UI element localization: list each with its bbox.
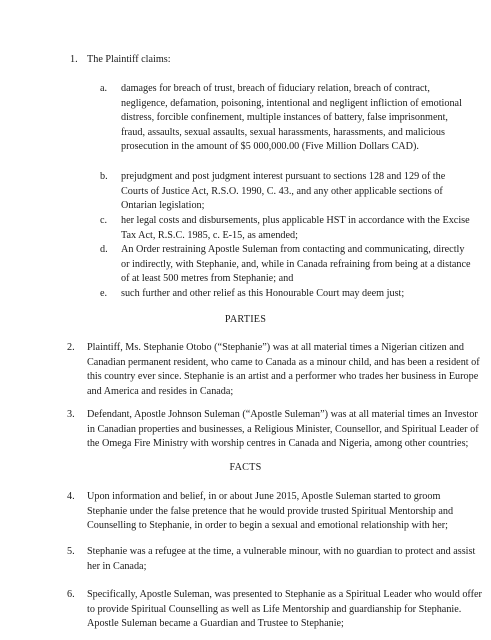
section-heading-parties: PARTIES — [224, 314, 267, 325]
claim-letter: c. — [100, 215, 108, 226]
claim-item: An Order restraining Apostle Suleman from contacting and communicating, directly or indirectly, with Stephanie, and, while in Canada refraining from being at a distance of at least 500 metres from Stephanie; and — [121, 244, 471, 285]
paragraph-number: 4. — [67, 491, 75, 502]
claim-item: her legal costs and disbursements, plus applicable HST in accordance with the Excise Tax Act, R.S.C. 1985, c. E-15, as amended; — [121, 215, 470, 241]
paragraph-number: 6. — [67, 589, 75, 600]
paragraph-parties-defendant: Defendant, Apostle Johnson Suleman (“Apostle Suleman”) was at all material times an Investor in Canadian properties and businesses, a Religious Minister, Counsellor, and Spiritual Leader of the Omega Fire Ministry with worship centres in Canada and Nigeria, among other countries; — [87, 409, 479, 450]
claim-item: prejudgment and post judgment interest pursuant to sections 128 and 129 of the Courts of Justice Act, R.S.O. 1990, C. 43., and any other applicable sections of Ontarian legislation; — [121, 171, 446, 212]
claims-intro: The Plaintiff claims: — [87, 54, 171, 65]
paragraph-number: 3. — [67, 409, 75, 420]
claim-letter: a. — [100, 83, 108, 94]
paragraph-parties-plaintiff: Plaintiff, Ms. Stephanie Otobo (“Stephanie”) was at all material times a Nigerian citizen and Canadian permanent resident, who came to Canada as a minour child, and has been a resident of this country ever since. Stephanie is an artist and a performer who trades her business in Europe and America and resides in Canada; — [87, 342, 480, 397]
paragraph-number: 2. — [67, 342, 75, 353]
section-heading-facts: FACTS — [229, 462, 262, 473]
claim-letter: e. — [100, 288, 108, 299]
claim-letter: d. — [100, 244, 108, 255]
paragraph-number: 1. — [70, 54, 78, 65]
claim-letter: b. — [100, 171, 108, 182]
paragraph-facts: Stephanie was a refugee at the time, a vulnerable minour, with no guardian to protect and assist her in Canada; — [87, 546, 476, 572]
claim-item: damages for breach of trust, breach of fiduciary relation, breach of contract, negligence, defamation, poisoning, intentional and negligent infliction of emotional distress, forcible confinement, multiple instances of battery, false imprisonment, fraud, assaults, sexual assaults, sexual harassments, harassments, and malicious prosecution in the amount of $5 000,000.00 (Five Million Dollars CAD). — [121, 83, 462, 153]
paragraph-facts: Upon information and belief, in or about June 2015, Apostle Suleman started to groom Stephanie under the false pretence that he would provide trusted Spiritual Mentorship and Counselling to Stephanie, in order to begin a sexual and emotional relationship with her; — [87, 491, 454, 532]
paragraph-facts: Specifically, Apostle Suleman, was presented to Stephanie as a Spiritual Leader who would offer to provide Spiritual Counselling as well as Life Mentorship and guardianship for Stephanie. Apostle Suleman became a Guardian and Trustee to Stephanie; — [87, 589, 482, 630]
paragraph-number: 5. — [67, 546, 75, 557]
claim-item: such further and other relief as this Honourable Court may deem just; — [121, 288, 405, 299]
